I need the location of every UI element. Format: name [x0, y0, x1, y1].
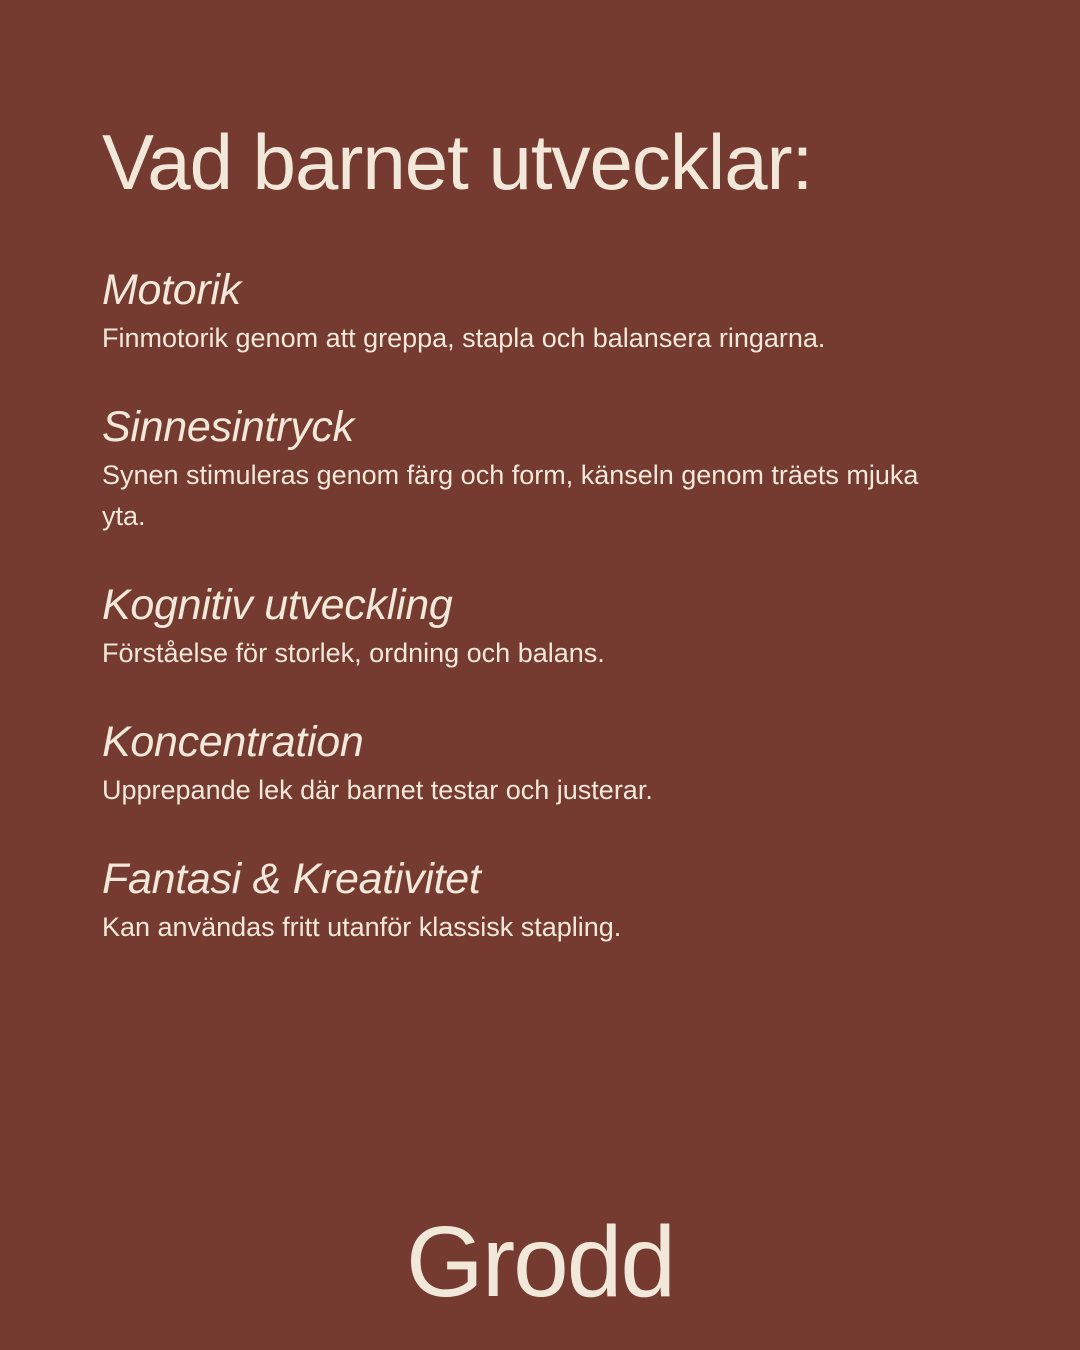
- list-item: [102, 262, 962, 359]
- item-heading: Koncentration: [102, 718, 364, 766]
- list-item: [102, 714, 962, 811]
- development-list: [102, 262, 962, 988]
- item-heading: Fantasi & Kreativitet: [102, 855, 481, 903]
- item-heading: Kognitiv utveckling: [102, 581, 453, 629]
- list-item: [102, 851, 962, 948]
- item-heading: Sinnesintryck: [102, 403, 354, 451]
- list-item: [102, 577, 962, 674]
- item-description: Förståelse för storlek, ordning och balans.: [102, 638, 605, 668]
- item-description: Kan användas fritt utanför klassisk stapling.: [102, 912, 622, 942]
- item-description: Finmotorik genom att greppa, stapla och balansera ringarna.: [102, 323, 826, 353]
- brand-logo: [0, 1212, 1080, 1312]
- item-description: Upprepande lek där barnet testar och justerar.: [102, 775, 653, 805]
- item-description: Synen stimuleras genom färg och form, känseln genom träets mjuka yta.: [102, 460, 919, 531]
- item-heading: Motorik: [102, 266, 241, 314]
- grodd-logo-icon: [360, 1212, 720, 1312]
- brand-name: Grodd: [406, 1212, 674, 1312]
- list-item: [102, 399, 962, 537]
- page-title: Vad barnet utvecklar:: [102, 118, 813, 206]
